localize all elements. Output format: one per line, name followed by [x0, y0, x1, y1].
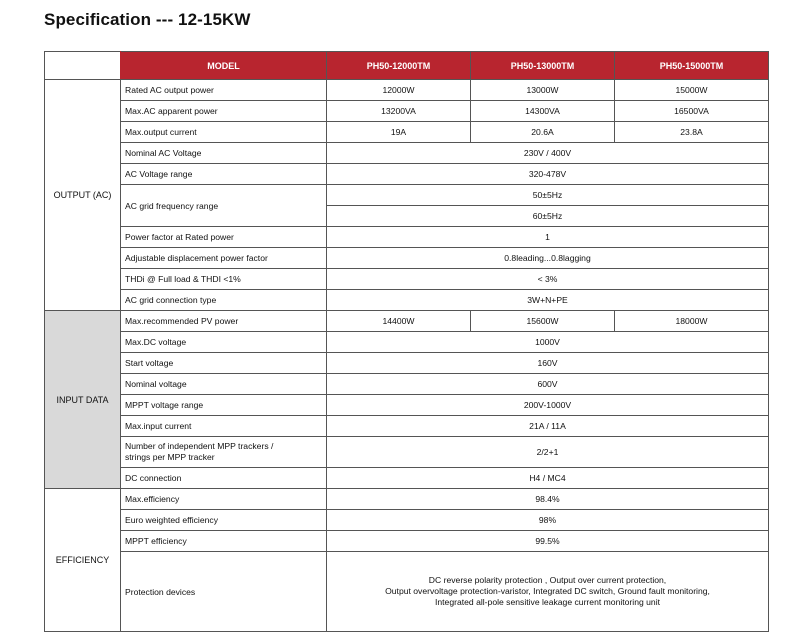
section-input: INPUT DATA: [45, 311, 121, 489]
row-label: [121, 437, 327, 468]
cell-value: H4 / MC4: [327, 468, 769, 489]
row-label: Max.output current: [121, 122, 327, 143]
page-title: Specification --- 12-15KW: [44, 10, 251, 29]
table-row: [45, 552, 769, 632]
row-label: Max.input current: [121, 416, 327, 437]
table-row: [45, 227, 769, 248]
cell-value: 15000W: [615, 80, 769, 101]
cell-value: 18000W: [615, 311, 769, 332]
protection-line: Output overvoltage protection-varistor, Integrated DC switch, Ground fault monitoring,: [385, 585, 710, 596]
cell-value: 19A: [327, 122, 471, 143]
cell-value: 600V: [327, 374, 769, 395]
table-row: [45, 311, 769, 332]
row-label-line: strings per MPP tracker: [125, 452, 215, 462]
cell-value: 1: [327, 227, 769, 248]
row-label: Rated AC output power: [121, 80, 327, 101]
table-row: [45, 101, 769, 122]
section-efficiency: EFFICIENCY: [45, 489, 121, 632]
row-label: Euro weighted efficiency: [121, 510, 327, 531]
cell-value: 16500VA: [615, 101, 769, 122]
cell-value: 3W+N+PE: [327, 290, 769, 311]
row-label: Max.efficiency: [121, 489, 327, 510]
table-row: [45, 80, 769, 101]
row-label: Protection devices: [121, 552, 327, 632]
row-label: AC grid frequency range: [121, 185, 327, 227]
row-label: Nominal AC Voltage: [121, 143, 327, 164]
cell-value: 2/2+1: [327, 437, 769, 468]
table-row: [45, 395, 769, 416]
row-label: MPPT efficiency: [121, 531, 327, 552]
specification-table: [44, 51, 769, 632]
row-label: Max.AC apparent power: [121, 101, 327, 122]
protection-line: DC reverse polarity protection , Output over current protection,: [428, 574, 667, 585]
protection-devices-value: [327, 552, 769, 632]
table-row: [45, 437, 769, 468]
table-row: [45, 374, 769, 395]
row-label: Max.recommended PV power: [121, 311, 327, 332]
section-output: OUTPUT (AC): [45, 80, 121, 311]
cell-value: 230V / 400V: [327, 143, 769, 164]
cell-value: 99.5%: [327, 531, 769, 552]
table-row: [45, 248, 769, 269]
row-label: Max.DC voltage: [121, 332, 327, 353]
model-header: MODEL: [121, 52, 327, 80]
cell-value: 200V-1000V: [327, 395, 769, 416]
model-header-1: PH50-12000TM: [327, 52, 471, 80]
table-row: [45, 269, 769, 290]
row-label: AC grid connection type: [121, 290, 327, 311]
table-header-row: [45, 52, 769, 80]
cell-value: 98.4%: [327, 489, 769, 510]
cell-value: 21A / 11A: [327, 416, 769, 437]
model-header-2: PH50-13000TM: [471, 52, 615, 80]
model-header-3: PH50-15000TM: [615, 52, 769, 80]
cell-value: 1000V: [327, 332, 769, 353]
table-row: [45, 510, 769, 531]
table-row: [45, 332, 769, 353]
row-label: Adjustable displacement power factor: [121, 248, 327, 269]
table-row: [45, 416, 769, 437]
cell-value: 13000W: [471, 80, 615, 101]
cell-value: 23.8A: [615, 122, 769, 143]
table-row: [45, 353, 769, 374]
cell-value: 12000W: [327, 80, 471, 101]
cell-value: 0.8leading...0.8lagging: [327, 248, 769, 269]
table-row: [45, 122, 769, 143]
cell-value: 60±5Hz: [327, 206, 769, 227]
table-row: [45, 290, 769, 311]
row-label: Power factor at Rated power: [121, 227, 327, 248]
table-row: [45, 164, 769, 185]
row-label: AC Voltage range: [121, 164, 327, 185]
header-blank-cell: [45, 52, 121, 80]
table-row: [45, 489, 769, 510]
row-label: Start voltage: [121, 353, 327, 374]
table-row: [45, 185, 769, 206]
cell-value: 320-478V: [327, 164, 769, 185]
table-row: [45, 143, 769, 164]
cell-value: 15600W: [471, 311, 615, 332]
cell-value: 20.6A: [471, 122, 615, 143]
cell-value: 160V: [327, 353, 769, 374]
cell-value: 13200VA: [327, 101, 471, 122]
table-row: [45, 468, 769, 489]
row-label: MPPT voltage range: [121, 395, 327, 416]
cell-value: 98%: [327, 510, 769, 531]
cell-value: 50±5Hz: [327, 185, 769, 206]
protection-line: Integrated all-pole sensitive leakage current monitoring unit: [435, 597, 660, 608]
row-label: THDi @ Full load & THDI <1%: [121, 269, 327, 290]
row-label: DC connection: [121, 468, 327, 489]
cell-value: 14300VA: [471, 101, 615, 122]
cell-value: 14400W: [327, 311, 471, 332]
row-label: Nominal voltage: [121, 374, 327, 395]
table-row: [45, 531, 769, 552]
cell-value: < 3%: [327, 269, 769, 290]
row-label-line: Number of independent MPP trackers /: [125, 441, 274, 452]
